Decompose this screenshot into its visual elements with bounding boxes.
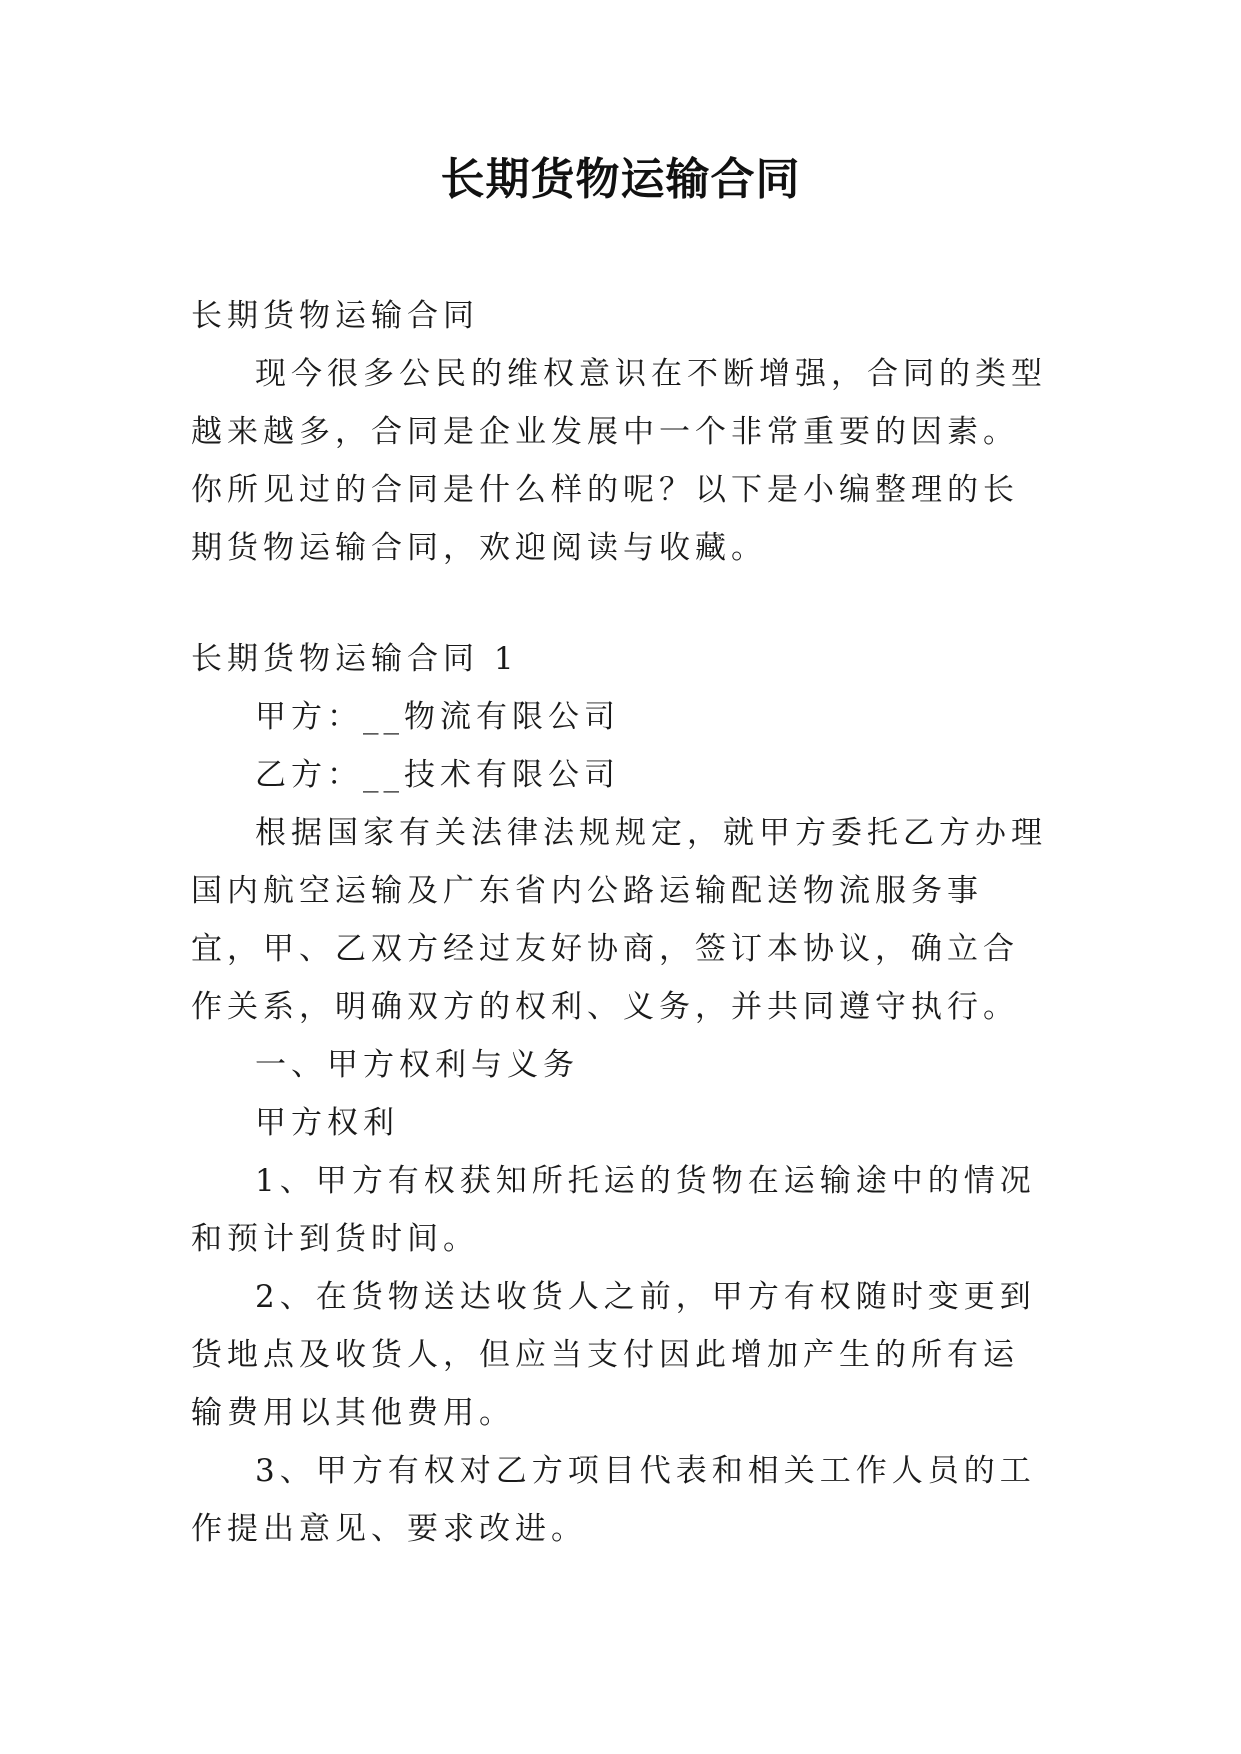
document-title: 长期货物运输合同 (440, 154, 801, 205)
contract-section (191, 630, 1051, 1558)
party-a-line: 甲方：__物流有限公司 (255, 699, 620, 735)
section-title: 一、甲方权利与义务 (255, 1047, 579, 1083)
preamble-paragraph: 根据国家有关法律法规规定，就甲方委托乙方办理国内航空运输及广东省内公路运输配送物流服务事宜，甲、乙双方经过友好协商，签订本协议，确立合作关系，明确双方的权利、义务，并共同遵守执行。 (191, 815, 1047, 1025)
clause-item: 1、甲方有权获知所托运的货物在运输途中的情况和预计到货时间。 (191, 1163, 1036, 1257)
clause-item: 2、在货物送达收货人之前，甲方有权随时变更到货地点及收货人，但应当支付因此增加产生的所有运输费用以其他费用。 (191, 1279, 1036, 1431)
intro-section (191, 287, 1051, 577)
clause-item: 3、甲方有权对乙方项目代表和相关工作人员的工作提出意见、要求改进。 (191, 1453, 1036, 1547)
party-b-line: 乙方：__技术有限公司 (255, 757, 620, 793)
subsection-title: 甲方权利 (255, 1105, 399, 1141)
contract-heading: 长期货物运输合同 1 (191, 641, 519, 677)
intro-paragraph: 现今很多公民的维权意识在不断增强，合同的类型越来越多，合同是企业发展中一个非常重要的因素。你所见过的合同是什么样的呢？以下是小编整理的长期货物运输合同，欢迎阅读与收藏。 (191, 356, 1047, 566)
intro-heading: 长期货物运输合同 (191, 298, 479, 334)
